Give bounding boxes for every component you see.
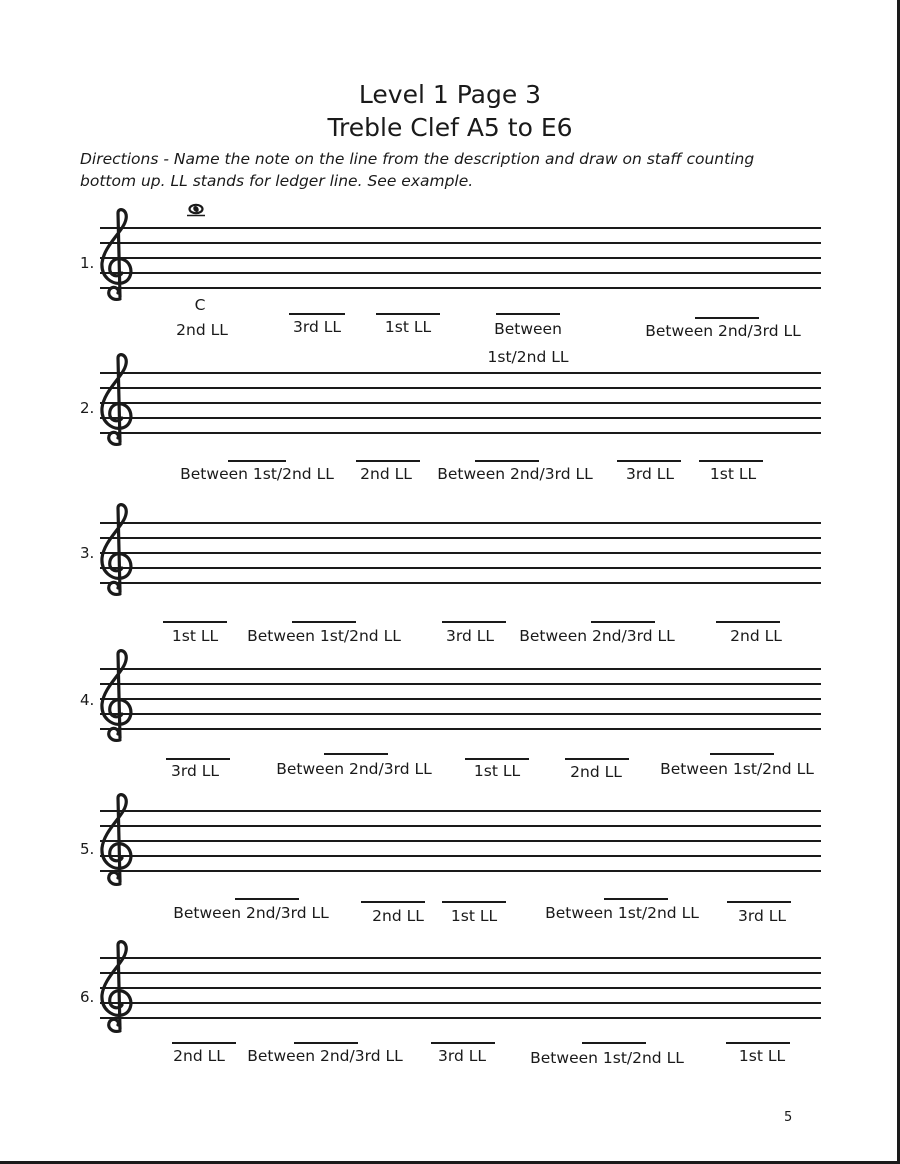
answer-blank[interactable] xyxy=(604,898,668,900)
staff-line xyxy=(100,957,821,959)
staff-line xyxy=(100,522,821,524)
example-answer: C xyxy=(194,296,206,314)
staff-line xyxy=(100,227,821,229)
note-label: 1st LL xyxy=(709,465,757,483)
staff-2 xyxy=(0,350,900,460)
note-label: Between 2nd/3rd LL xyxy=(173,904,329,922)
note-label: Between 2nd/3rd LL xyxy=(276,760,432,778)
directions-line-2: bottom up. LL stands for ledger line. See example. xyxy=(80,172,474,190)
staff-line xyxy=(100,432,821,434)
answer-blank[interactable] xyxy=(582,1042,646,1044)
note-label: Between 2nd/3rd LL xyxy=(645,322,801,340)
answer-blank[interactable] xyxy=(324,753,388,755)
staff-line xyxy=(100,402,821,404)
page-number: 5 xyxy=(784,1110,793,1125)
staff-line xyxy=(100,287,821,289)
staff-5 xyxy=(0,790,900,900)
staff-line xyxy=(100,242,821,244)
staff-line xyxy=(100,728,821,730)
staff-line xyxy=(100,552,821,554)
answer-blank[interactable] xyxy=(496,313,560,315)
staff-number: 5. xyxy=(80,840,95,858)
treble-clef-icon xyxy=(98,352,138,452)
note-label: 2nd LL xyxy=(730,627,782,645)
directions-line-1: Directions - Name the note on the line from the description and draw on staff counting xyxy=(80,150,755,168)
note-label: Between 2nd/3rd LL xyxy=(437,465,593,483)
answer-blank[interactable] xyxy=(727,901,791,903)
staff-number: 4. xyxy=(80,691,95,709)
staff-number: 6. xyxy=(80,988,95,1006)
note-label: Between 1st/2nd LL xyxy=(545,904,699,922)
staff-line xyxy=(100,257,821,259)
note-label: 2nd LL xyxy=(570,763,622,781)
staff-line xyxy=(100,1002,821,1004)
staff-line xyxy=(100,1017,821,1019)
note-label: 3rd LL xyxy=(171,762,219,780)
answer-blank[interactable] xyxy=(699,460,763,462)
staff-line xyxy=(100,855,821,857)
staff-number: 1. xyxy=(80,254,95,272)
answer-blank[interactable] xyxy=(376,313,440,315)
staff-line xyxy=(100,582,821,584)
note-label: 2nd LL xyxy=(360,465,412,483)
answer-blank[interactable] xyxy=(716,621,780,623)
note-label: 1st/2nd LL xyxy=(487,348,569,366)
answer-blank[interactable] xyxy=(442,901,506,903)
note-label: Between 2nd/3rd LL xyxy=(247,1047,403,1065)
answer-blank[interactable] xyxy=(617,460,681,462)
staff-line xyxy=(100,972,821,974)
note-label: 3rd LL xyxy=(293,318,341,336)
staff-number: 2. xyxy=(80,399,95,417)
treble-clef-icon xyxy=(98,648,138,748)
treble-clef-icon xyxy=(98,792,138,892)
page-title: Level 1 Page 3 xyxy=(358,80,542,109)
answer-blank[interactable] xyxy=(235,898,299,900)
answer-blank[interactable] xyxy=(361,901,425,903)
answer-blank[interactable] xyxy=(356,460,420,462)
note-label: 1st LL xyxy=(473,762,521,780)
staff-line xyxy=(100,537,821,539)
staff-6 xyxy=(0,936,900,1046)
staff-line xyxy=(100,272,821,274)
treble-clef-icon xyxy=(98,502,138,602)
staff-line xyxy=(100,417,821,419)
answer-blank[interactable] xyxy=(431,1042,495,1044)
answer-blank[interactable] xyxy=(166,758,230,760)
answer-blank[interactable] xyxy=(465,758,529,760)
note-label: 3rd LL xyxy=(738,907,786,925)
answer-blank[interactable] xyxy=(289,313,345,315)
staff-line xyxy=(100,683,821,685)
answer-blank[interactable] xyxy=(228,460,286,462)
note-label: 2nd LL xyxy=(176,321,228,339)
note-label: 2nd LL xyxy=(372,907,424,925)
note-label: Between xyxy=(494,320,562,338)
answer-blank[interactable] xyxy=(292,621,356,623)
answer-blank[interactable] xyxy=(710,753,774,755)
note-label: 1st LL xyxy=(450,907,498,925)
answer-blank[interactable] xyxy=(172,1042,236,1044)
staff-line xyxy=(100,825,821,827)
staff-line xyxy=(100,840,821,842)
staff-line xyxy=(100,698,821,700)
note-label: 3rd LL xyxy=(438,1047,486,1065)
staff-4 xyxy=(0,648,900,758)
answer-blank[interactable] xyxy=(294,1042,358,1044)
note-label: 3rd LL xyxy=(626,465,674,483)
answer-blank[interactable] xyxy=(695,317,759,319)
note-label: Between 1st/2nd LL xyxy=(530,1049,684,1067)
note-label: Between 1st/2nd LL xyxy=(247,627,401,645)
note-label: 1st LL xyxy=(738,1047,786,1065)
staff-line xyxy=(100,567,821,569)
staff-line xyxy=(100,387,821,389)
staff-line xyxy=(100,668,821,670)
staff-1 xyxy=(0,205,900,315)
page-subtitle: Treble Clef A5 to E6 xyxy=(327,113,573,142)
note-label: Between 1st/2nd LL xyxy=(180,465,334,483)
staff-line xyxy=(100,870,821,872)
answer-blank[interactable] xyxy=(475,460,539,462)
treble-clef-icon xyxy=(98,207,138,307)
staff-line xyxy=(100,810,821,812)
answer-blank[interactable] xyxy=(442,621,506,623)
staff-line xyxy=(100,713,821,715)
answer-blank[interactable] xyxy=(565,758,629,760)
note-label: 2nd LL xyxy=(173,1047,225,1065)
note-label: Between 2nd/3rd LL xyxy=(519,627,675,645)
note-label: 1st LL xyxy=(384,318,432,336)
staff-number: 3. xyxy=(80,544,95,562)
note-label: Between 1st/2nd LL xyxy=(660,760,814,778)
staff-line xyxy=(100,372,821,374)
answer-blank[interactable] xyxy=(591,621,655,623)
answer-blank[interactable] xyxy=(163,621,227,623)
staff-3 xyxy=(0,502,900,612)
note-label: 3rd LL xyxy=(446,627,494,645)
note-label: 1st LL xyxy=(171,627,219,645)
answer-blank[interactable] xyxy=(726,1042,790,1044)
treble-clef-icon xyxy=(98,939,138,1039)
staff-line xyxy=(100,987,821,989)
